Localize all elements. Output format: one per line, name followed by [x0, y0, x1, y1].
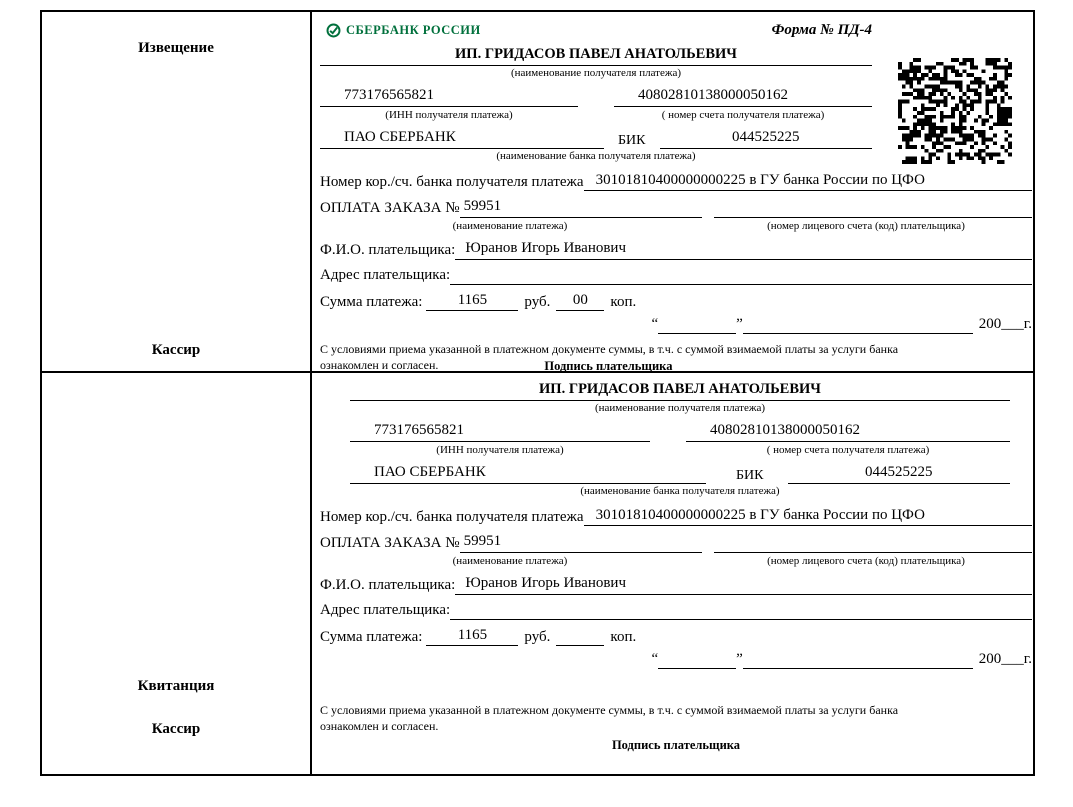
kop-label: коп. [610, 293, 637, 310]
payer-fio-value: Юранов Игорь Иванович [455, 239, 1032, 260]
order-number: 59951 [460, 532, 702, 553]
date-day-blank [658, 655, 736, 669]
date-month-blank [743, 320, 973, 334]
bank-name-label: (наименование банка получателя платежа) [496, 149, 696, 162]
payer-code-label: (номер лицевого счета (код) плательщика) [767, 220, 965, 232]
bik-label: БИК [736, 467, 764, 483]
agreement-text [320, 342, 1032, 374]
payer-code-label: (номер лицевого счета (код) плательщика) [767, 555, 965, 567]
form-number: Форма № ПД-4 [771, 21, 872, 38]
bank-name-label: (наименование банка получателя платежа) [580, 484, 780, 497]
date-quote-open: “ [651, 316, 659, 333]
bik-label: БИК [618, 132, 646, 148]
notice-cashier-label: Кассир [151, 342, 201, 358]
receipt-section [42, 373, 1033, 774]
notice-stub [42, 12, 312, 371]
payer-fio-value: Юранов Игорь Иванович [455, 574, 1032, 595]
payer-address-label: Адрес плательщика: [320, 266, 451, 283]
date-month-blank [743, 655, 973, 669]
agreement-line2: ознакомлен и согласен. [320, 718, 439, 733]
kop-label: коп. [610, 628, 637, 645]
date-quote-open: “ [651, 651, 659, 668]
receipt-content [312, 373, 1037, 774]
receipt-title: Квитанция [137, 678, 215, 694]
notice-title: Извещение [138, 40, 214, 56]
inn-label: (ИНН получателя платежа) [385, 108, 513, 121]
inn-label: (ИНН получателя платежа) [436, 443, 564, 456]
receipt-stub [42, 373, 312, 774]
agreement-line2: ознакомлен и согласен. [320, 358, 439, 373]
notice-section [42, 12, 1033, 373]
payment-purpose: ОПЛАТА ЗАКАЗА № [320, 535, 460, 552]
bank-name: ПАО СБЕРБАНК [350, 463, 706, 484]
payer-address-blank [450, 271, 1032, 285]
amount-kop-value: 00 [556, 291, 604, 312]
amount-kop-value [556, 644, 604, 646]
payer-address-blank [450, 606, 1032, 620]
account-label: ( номер счета получателя платежа) [766, 443, 930, 456]
corr-account-value: 30101810400000000225 в ГУ банка России по ЦФО [584, 506, 1032, 527]
inn-value: 773176565821 [320, 86, 578, 107]
payer-fio-label: Ф.И.О. плательщика: [320, 242, 456, 258]
form-pd4-document [40, 10, 1035, 776]
agreement-line1: С условиями приема указанной в платежном документе суммы, в т.ч. с суммой взимаемой платы за услуги банка [320, 342, 899, 356]
amount-label: Сумма платежа: [320, 628, 423, 645]
recipient-name-label: (наименование получателя платежа) [510, 67, 682, 79]
amount-rub-value: 1165 [426, 626, 518, 647]
inn-value: 773176565821 [350, 421, 650, 442]
sberbank-logo-text: СБЕРБАНК РОССИИ [346, 22, 481, 37]
date-quote-close: ” [736, 316, 743, 333]
corr-account-value: 30101810400000000225 в ГУ банка России по ЦФО [584, 171, 1032, 192]
bik-value: 044525225 [660, 128, 873, 149]
payment-name-label: (наименование платежа) [452, 555, 568, 567]
date-year-text: 200___г. [978, 316, 1032, 333]
payer-fio-label: Ф.И.О. плательщика: [320, 577, 456, 593]
amount-label: Сумма платежа: [320, 293, 423, 310]
sberbank-logo [326, 23, 481, 38]
rub-label: руб. [524, 628, 551, 645]
receipt-cashier-label: Кассир [151, 721, 201, 737]
corr-account-label: Номер кор./сч. банка получателя платежа [320, 508, 584, 525]
amount-rub-value: 1165 [426, 291, 518, 312]
payment-purpose: ОПЛАТА ЗАКАЗА № [320, 200, 460, 217]
date-quote-close: ” [736, 651, 743, 668]
recipient-name: ИП. ГРИДАСОВ ПАВЕЛ АНАТОЛЬЕВИЧ [320, 46, 872, 66]
qr-code [898, 58, 1012, 164]
order-number: 59951 [460, 197, 702, 218]
rub-label: руб. [524, 293, 551, 310]
sberbank-logo-icon [326, 23, 341, 38]
payer-signature-label: Подпись плательщика [611, 738, 741, 753]
account-value: 40802810138000050162 [614, 86, 872, 107]
payer-address-label: Адрес плательщика: [320, 601, 451, 618]
payer-signature-label: Подпись плательщика [544, 358, 673, 373]
bank-name: ПАО СБЕРБАНК [320, 128, 604, 149]
date-day-blank [658, 320, 736, 334]
recipient-name-label: (наименование получателя платежа) [594, 402, 766, 414]
notice-content [312, 12, 1037, 371]
recipient-name: ИП. ГРИДАСОВ ПАВЕЛ АНАТОЛЬЕВИЧ [350, 381, 1010, 401]
payer-code-blank [714, 539, 1032, 553]
agreement-text [320, 703, 1032, 753]
agreement-line1: С условиями приема указанной в платежном документе суммы, в т.ч. с суммой взимаемой платы за услуги банка [320, 703, 899, 717]
corr-account-label: Номер кор./сч. банка получателя платежа [320, 173, 584, 190]
account-label: ( номер счета получателя платежа) [661, 108, 825, 121]
bik-value: 044525225 [788, 463, 1011, 484]
account-value: 40802810138000050162 [686, 421, 1010, 442]
payer-code-blank [714, 204, 1032, 218]
date-year-text: 200___г. [978, 651, 1032, 668]
payment-name-label: (наименование платежа) [452, 220, 568, 232]
